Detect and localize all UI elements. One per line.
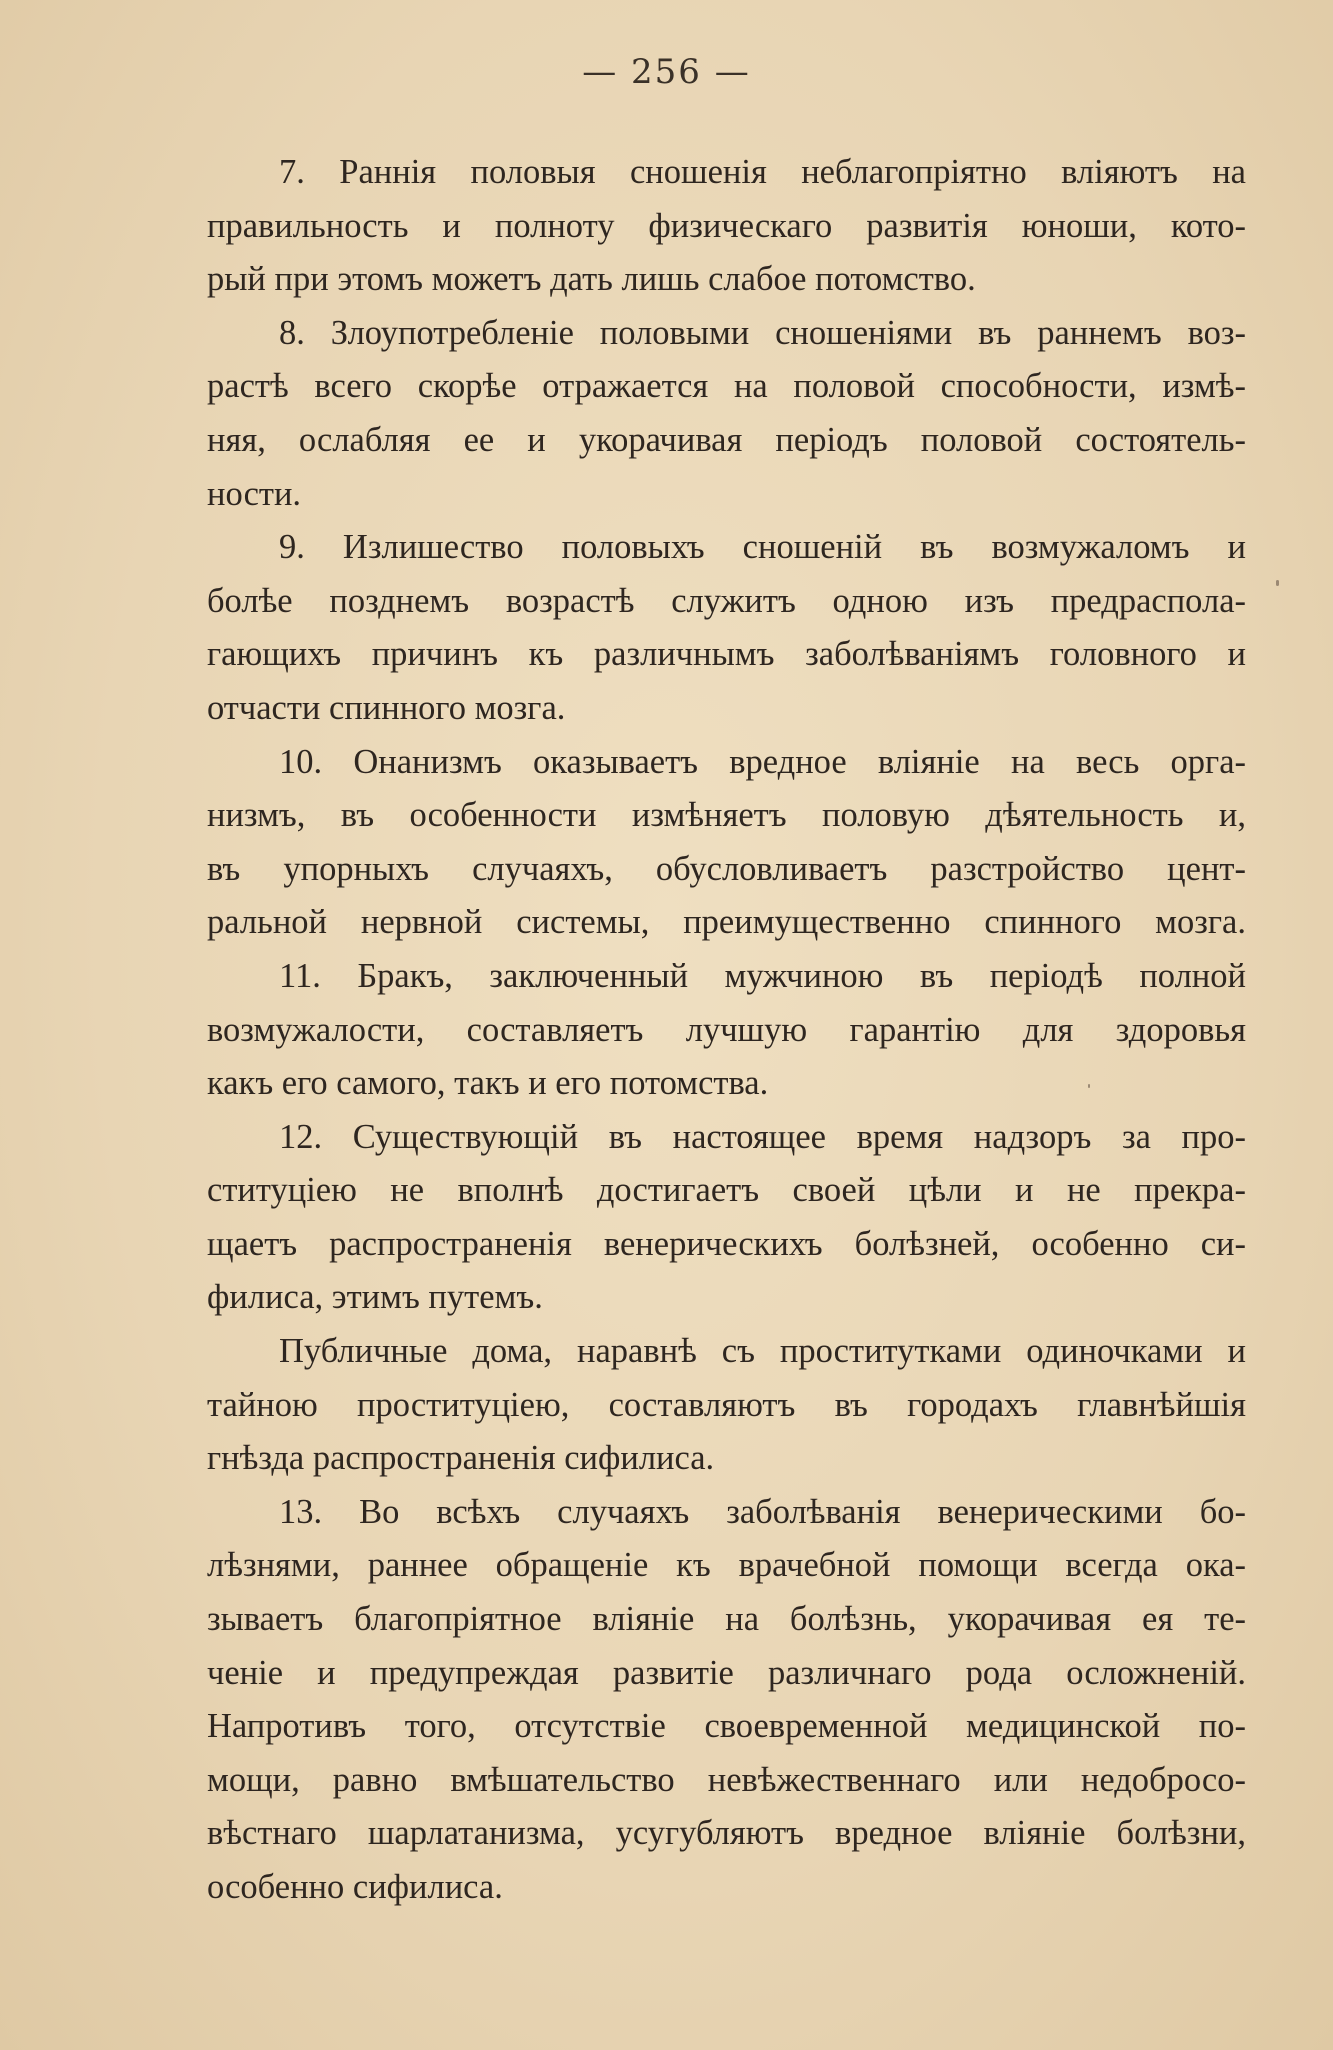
- text-line: вѣстнаго шарлатанизма, усугубляютъ вредное вліяніе болѣзни,: [207, 1814, 1246, 1853]
- text-line: ральной нервной системы, преимущественно спинного мозга.: [207, 903, 1246, 942]
- paragraph-brothels: [134, 1325, 1246, 1486]
- text-line: растѣ всего скорѣе отражается на половой способности, измѣ-: [207, 367, 1246, 406]
- text-line: отчасти спинного мозга.: [207, 688, 566, 727]
- paragraph-10: [134, 736, 1246, 950]
- text-line: щаетъ распространенія венерическихъ болѣзней, особенно си-: [207, 1224, 1246, 1263]
- text-line: лѣзнями, раннее обращеніе къ врачебной помощи всегда ока-: [207, 1546, 1246, 1585]
- text-line: ченіе и предупреждая развитіе различнаго рода осложненій.: [207, 1653, 1246, 1692]
- paragraph-13: [134, 1486, 1246, 1915]
- text-line: гнѣзда распространенія сифилиса.: [207, 1439, 715, 1478]
- text-line: филиса, этимъ путемъ.: [207, 1278, 543, 1317]
- text-line: тайною проституціею, составляютъ въ городахъ главнѣйшія: [207, 1385, 1246, 1424]
- paragraph-12: [134, 1111, 1246, 1325]
- text-line: правильность и полноту физическаго развитія юноши, кото-: [207, 206, 1246, 245]
- text-line: 13. Во всѣхъ случаяхъ заболѣванія венерическими бо-: [279, 1492, 1246, 1531]
- text-line: Напротивъ того, отсутствіе своевременной медицинской по-: [207, 1707, 1246, 1746]
- text-line: Публичные дома, наравнѣ съ проститутками одиночками и: [279, 1332, 1246, 1371]
- paragraph-9: [134, 521, 1246, 735]
- text-line: 7. Раннія половыя сношенія неблагопріятно вліяютъ на: [279, 153, 1246, 191]
- text-line: низмъ, въ особенности измѣняетъ половую дѣятельность и,: [207, 796, 1246, 835]
- text-line: рый при этомъ можетъ дать лишь слабое потомство.: [207, 260, 976, 299]
- text-line: какъ его самого, такъ и его потомства.: [207, 1064, 769, 1103]
- text-line: возмужалости, составляетъ лучшую гарантію для здоровья: [207, 1010, 1246, 1049]
- text-line: въ упорныхъ случаяхъ, обусловливаетъ разстройство цент-: [207, 849, 1246, 888]
- paragraph-7: [134, 146, 1246, 307]
- text-line: болѣе позднемъ возрастѣ служитъ одною изъ предраспола-: [207, 581, 1246, 620]
- text-line: 9. Излишество половыхъ сношеній въ возмужаломъ и: [279, 528, 1246, 567]
- page-number: — 256 —: [582, 52, 751, 92]
- text-line: особенно сифилиса.: [207, 1868, 503, 1906]
- text-line: ституціею не вполнѣ достигаетъ своей цѣли и не прекра-: [207, 1171, 1246, 1210]
- text-line: зываетъ благопріятное вліяніе на болѣзнь, укорачивая ея те-: [207, 1600, 1246, 1639]
- body-text: [134, 146, 1246, 1915]
- text-line: мощи, равно вмѣшательство невѣжественнаго или недобросо-: [207, 1760, 1246, 1799]
- paragraph-8: [134, 307, 1246, 521]
- paper-speck: [1088, 1084, 1090, 1088]
- paper-speck: [1276, 580, 1279, 586]
- text-line: няя, ослабляя ее и укорачивая періодъ половой состоятель-: [207, 420, 1246, 459]
- text-line: 8. Злоупотребленіе половыми сношеніями въ раннемъ воз-: [279, 313, 1246, 352]
- text-line: ности.: [207, 474, 302, 513]
- text-line: 12. Существующій въ настоящее время надзоръ за про-: [279, 1117, 1246, 1156]
- text-line: 10. Онанизмъ оказываетъ вредное вліяніе на весь орга-: [279, 742, 1246, 781]
- paragraph-11: [134, 950, 1246, 1111]
- text-line: 11. Бракъ, заключенный мужчиною въ періодѣ полной: [279, 956, 1246, 995]
- text-line: гающихъ причинъ къ различнымъ заболѣваніямъ головного и: [207, 635, 1246, 674]
